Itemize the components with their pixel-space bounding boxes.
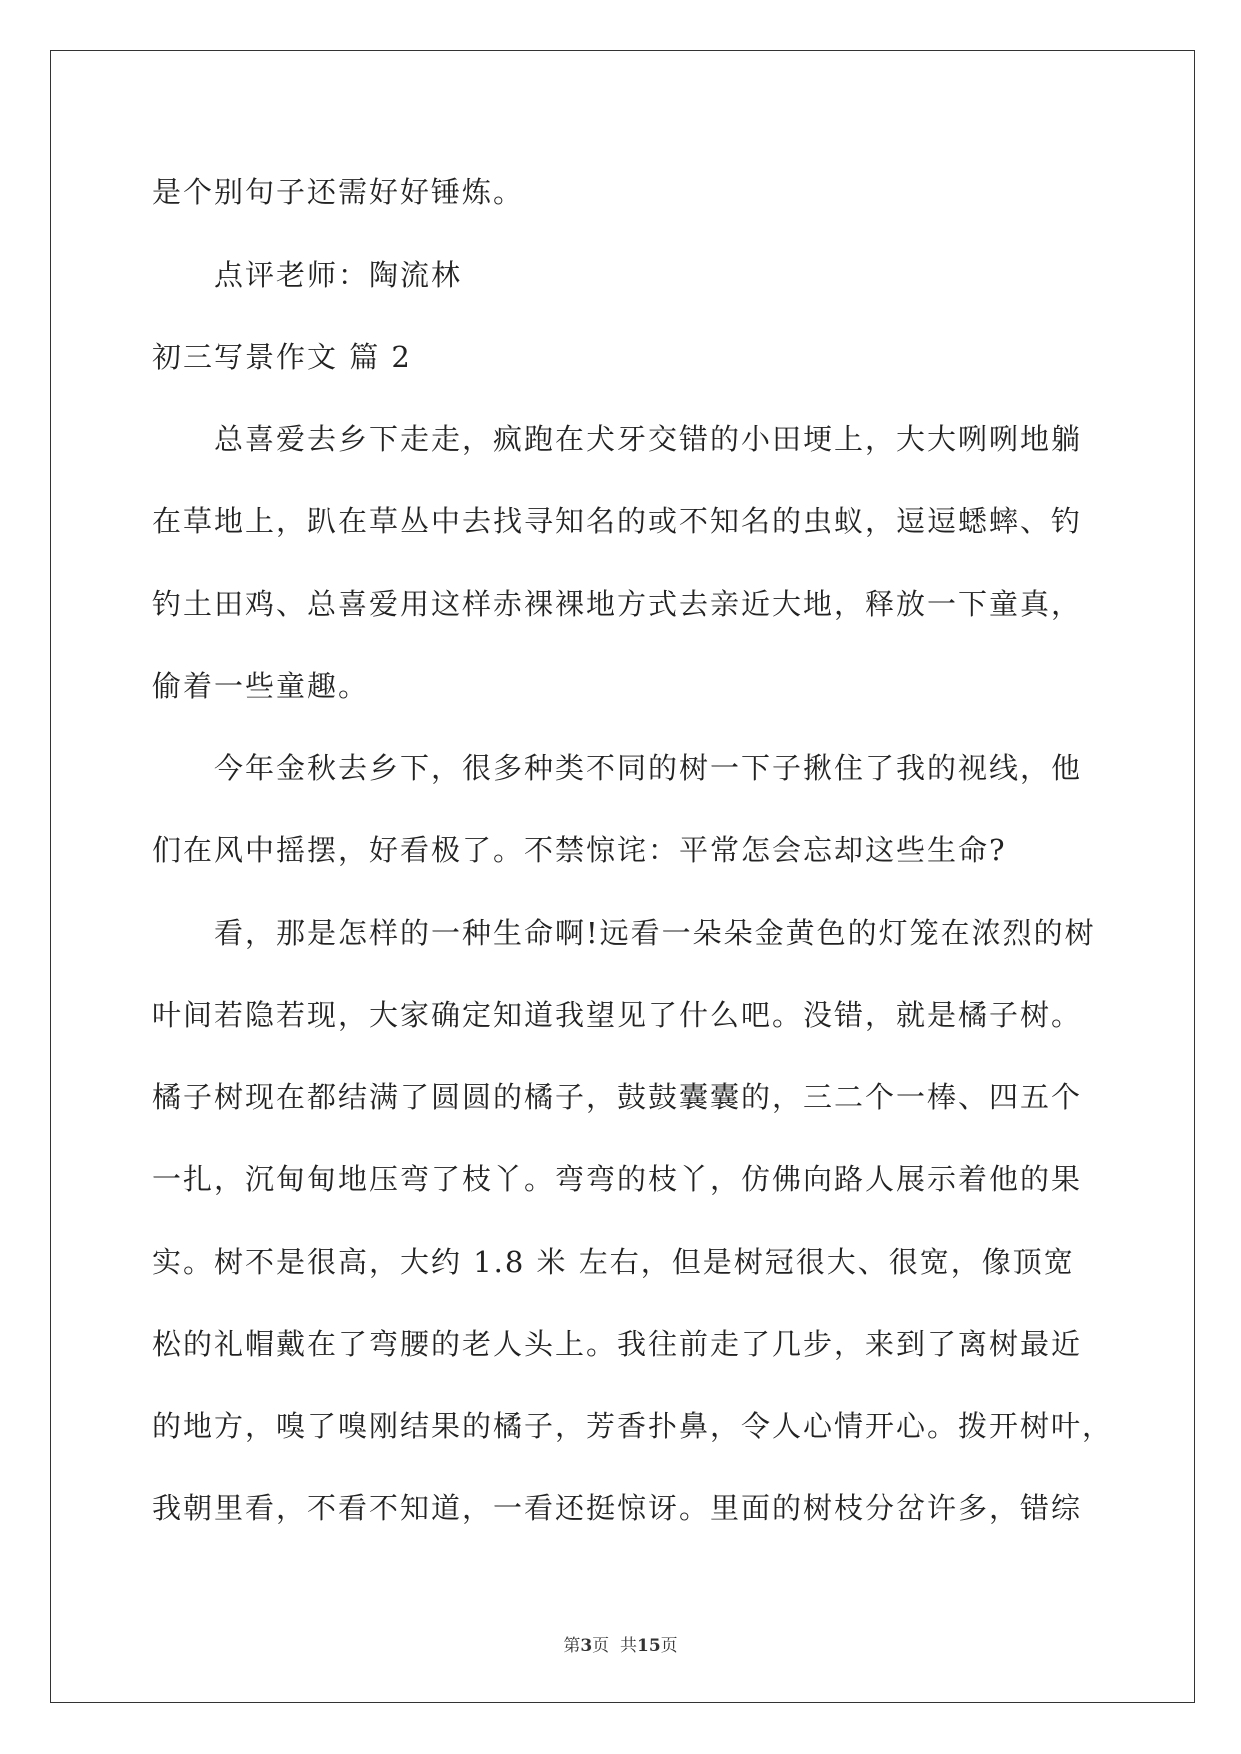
text-line: 叶间若隐若现，大家确定知道我望见了什么吧。没错，就是橘子树。 (152, 998, 1083, 1032)
current-page-number: 3 (580, 1636, 593, 1656)
text-line: 橘子树现在都结满了圆圆的橘子，鼓鼓囊囊的，三二个一棒、四五个 (152, 1080, 1083, 1114)
section-heading: 初三写景作文 篇 2 (152, 340, 412, 374)
text-line: 偷着一些童趣。 (152, 669, 370, 703)
text-line: 们在风中摇摆，好看极了。不禁惊诧：平常怎会忘却这些生命? (152, 833, 1007, 867)
text-line: 的地方，嗅了嗅刚结果的橘子，芳香扑鼻，令人心情开心。拨开树叶， (152, 1409, 1114, 1443)
text-line: 松的礼帽戴在了弯腰的老人头上。我往前走了几步，来到了离树最近 (152, 1327, 1083, 1361)
text-line: 我朝里看，不看不知道，一看还挺惊讶。里面的树枝分岔许多，错综 (152, 1491, 1083, 1525)
text-line: 实。树不是很高，大约 1.8 米 左右，但是树冠很大、很宽，像顶宽 (152, 1245, 1075, 1279)
footer-mid: 页 共 (592, 1636, 637, 1656)
text-line: 今年金秋去乡下，很多种类不同的树一下子揪住了我的视线，他 (214, 751, 1083, 785)
page-border (50, 50, 1195, 1703)
reviewer-line: 点评老师：陶流林 (214, 258, 463, 292)
footer-prefix: 第 (563, 1636, 581, 1656)
text-line: 在草地上，趴在草丛中去找寻知名的或不知名的虫蚁，逗逗蟋蟀、钓 (152, 504, 1083, 538)
text-line: 看，那是怎样的一种生命啊!远看一朵朵金黄色的灯笼在浓烈的树 (214, 916, 1096, 950)
text-line: 钓土田鸡、总喜爱用这样赤裸裸地方式去亲近大地，释放一下童真， (152, 587, 1083, 621)
page-footer (0, 1634, 1241, 1658)
footer-suffix: 页 (660, 1636, 678, 1656)
text-line: 是个别句子还需好好锤炼。 (152, 175, 525, 209)
total-page-count: 15 (636, 1636, 661, 1656)
text-line: 总喜爱去乡下走走，疯跑在犬牙交错的小田埂上，大大咧咧地躺 (214, 422, 1083, 456)
text-line: 一扎，沉甸甸地压弯了枝丫。弯弯的枝丫，仿佛向路人展示着他的果 (152, 1162, 1083, 1196)
